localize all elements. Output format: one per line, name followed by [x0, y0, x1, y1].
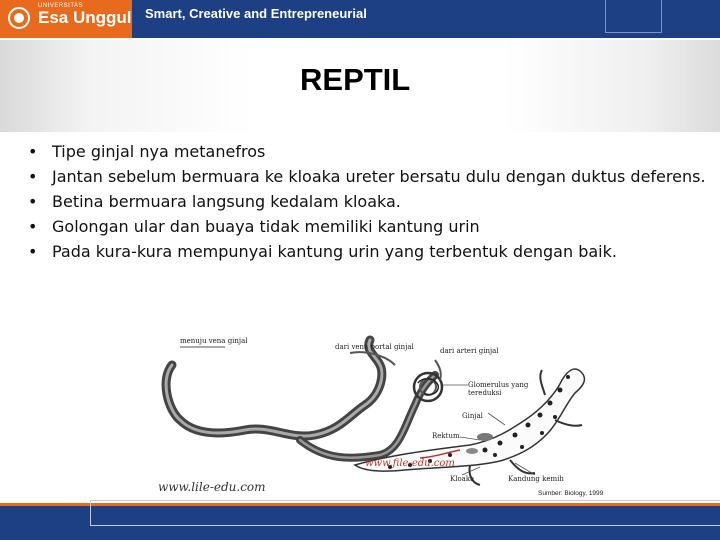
slide-title: REPTIL [300, 62, 411, 97]
label-glomerulus: Glomerulus yang tereduksi [468, 381, 529, 397]
header-bar [0, 0, 720, 38]
label-arteri-ginjal: dari arteri ginjal [440, 347, 499, 355]
figure-source: Sumber: Biology, 1999 [538, 490, 604, 497]
bullet-item: • Betina bermuara langsung kedalam kloaka. [28, 190, 708, 213]
logo-text: Esa Unggul [38, 8, 132, 27]
label-vena-portal: dari vena portal ginjal [335, 343, 414, 351]
logo-emblem-icon [8, 7, 30, 29]
watermark: www.lile-edu.com [158, 480, 266, 494]
header-decor-box [605, 0, 662, 33]
nephron-lizard-drawing [150, 325, 595, 500]
bullet-item: • Golongan ular dan buaya tidak memiliki kantung urin [28, 215, 708, 238]
bullet-item: • Pada kura-kura mempunyai kantung urin yang terbentuk dengan baik. [28, 240, 708, 263]
bullet-item: • Tipe ginjal nya metanefros [28, 140, 708, 163]
footer-decor-box [90, 500, 720, 526]
label-kandung-kemih: Kandung kemih [508, 475, 564, 483]
label-vena-ginjal: menuju vena ginjal [180, 337, 248, 345]
label-ginjal: Ginjal [462, 412, 483, 420]
label-rektum: Rektum [432, 432, 460, 440]
university-logo [0, 0, 132, 38]
logo-small-text: UNIVERSITAS [38, 3, 84, 9]
watermark-red: www.file-edu.com [365, 458, 455, 469]
bullet-list [28, 140, 708, 265]
kidney-illustration [150, 325, 604, 500]
tagline: Smart, Creative and Entrepreneurial [145, 6, 367, 21]
bullet-item: • Jantan sebelum bermuara ke kloaka ureter bersatu dulu dengan duktus deferens. [28, 165, 708, 188]
label-kloaka: Kloaka [450, 475, 475, 483]
